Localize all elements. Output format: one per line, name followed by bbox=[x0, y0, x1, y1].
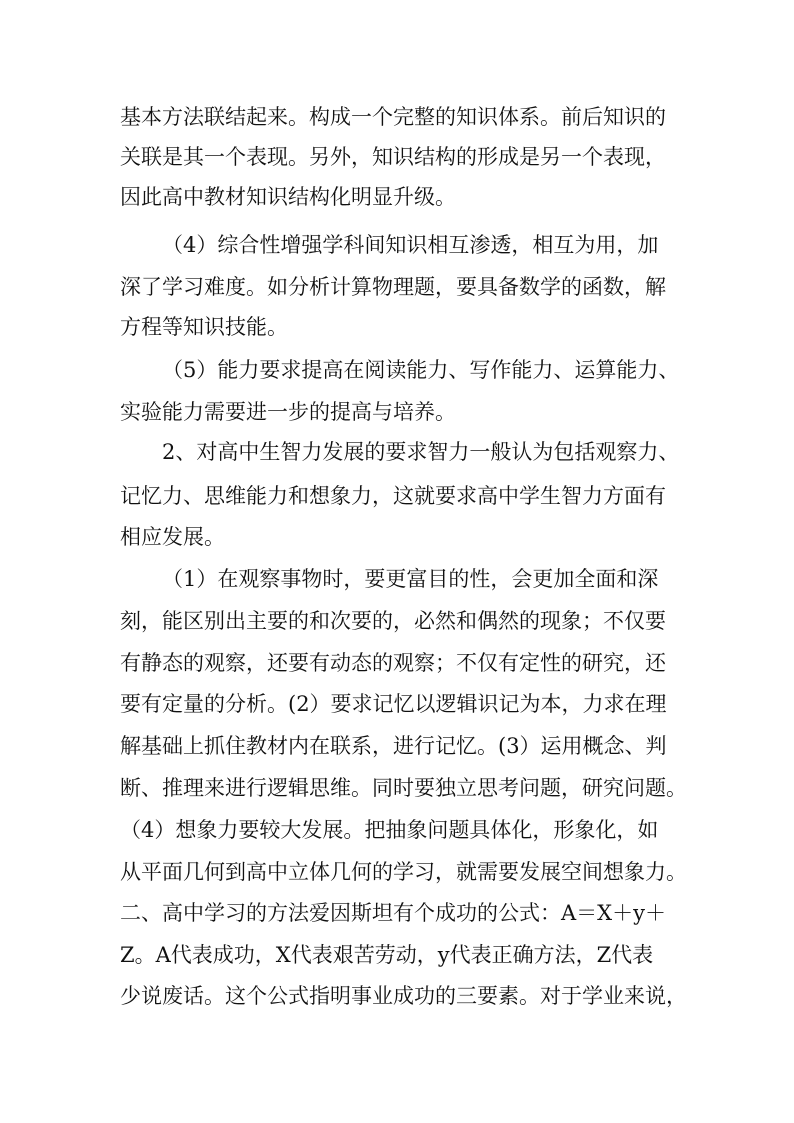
text-line: （4）想象力要较大发展。把抽象问题具体化，形象化，如 bbox=[120, 818, 659, 842]
text-line: 二、高中学习的方法爱因斯坦有个成功的公式：A＝X＋y＋ bbox=[120, 901, 666, 925]
text-line: 断、推理来进行逻辑思维。同时要独立思考问题，研究问题。 bbox=[120, 776, 687, 800]
text-line: 基本方法联结起来。构成一个完整的知识体系。前后知识的 bbox=[120, 105, 666, 129]
text-line: 记忆力、思维能力和想象力，这就要求高中学生智力方面有 bbox=[120, 484, 666, 508]
text-line: 关联是其一个表现。另外，知识结构的形成是另一个表现， bbox=[120, 145, 666, 169]
text-line: 深了学习难度。如分析计算物理题，要具备数学的函数，解 bbox=[120, 275, 666, 299]
text-line: 相应发展。 bbox=[120, 525, 225, 549]
text-line: 方程等知识技能。 bbox=[120, 315, 288, 339]
text-line: Z。A代表成功，X代表艰苦劳动，y代表正确方法，Z代表 bbox=[120, 943, 654, 967]
text-line: 从平面几何到高中立体几何的学习，就需要发展空间想象力。 bbox=[120, 860, 687, 884]
text-line: 有静态的观察，还要有动态的观察；不仅有定性的研究，还 bbox=[120, 651, 666, 675]
text-line: 实验能力需要进一步的提高与培养。 bbox=[120, 400, 456, 424]
text-line: 解基础上抓住教材内在联系，进行记忆。(3）运用概念、判 bbox=[120, 734, 667, 758]
text-line: 2、对高中生智力发展的要求智力一般认为包括观察力、 bbox=[162, 440, 680, 464]
text-line: 因此高中教材知识结构化明显升级。 bbox=[120, 185, 456, 209]
text-line: 刻，能区别出主要的和次要的，必然和偶然的现象；不仅要 bbox=[120, 609, 666, 633]
text-line: （5）能力要求提高在阅读能力、写作能力、运算能力、 bbox=[162, 358, 680, 382]
text-line: 要有定量的分析。(2）要求记忆以逻辑识记为本，力求在理 bbox=[120, 692, 667, 716]
text-line: 少说废话。这个公式指明事业成功的三要素。对于学业来说， bbox=[120, 984, 687, 1008]
text-line: （4）综合性增强学科间知识相互渗透，相互为用，加 bbox=[162, 233, 659, 257]
text-line: （1）在观察事物时，要更富目的性，会更加全面和深 bbox=[162, 567, 659, 591]
